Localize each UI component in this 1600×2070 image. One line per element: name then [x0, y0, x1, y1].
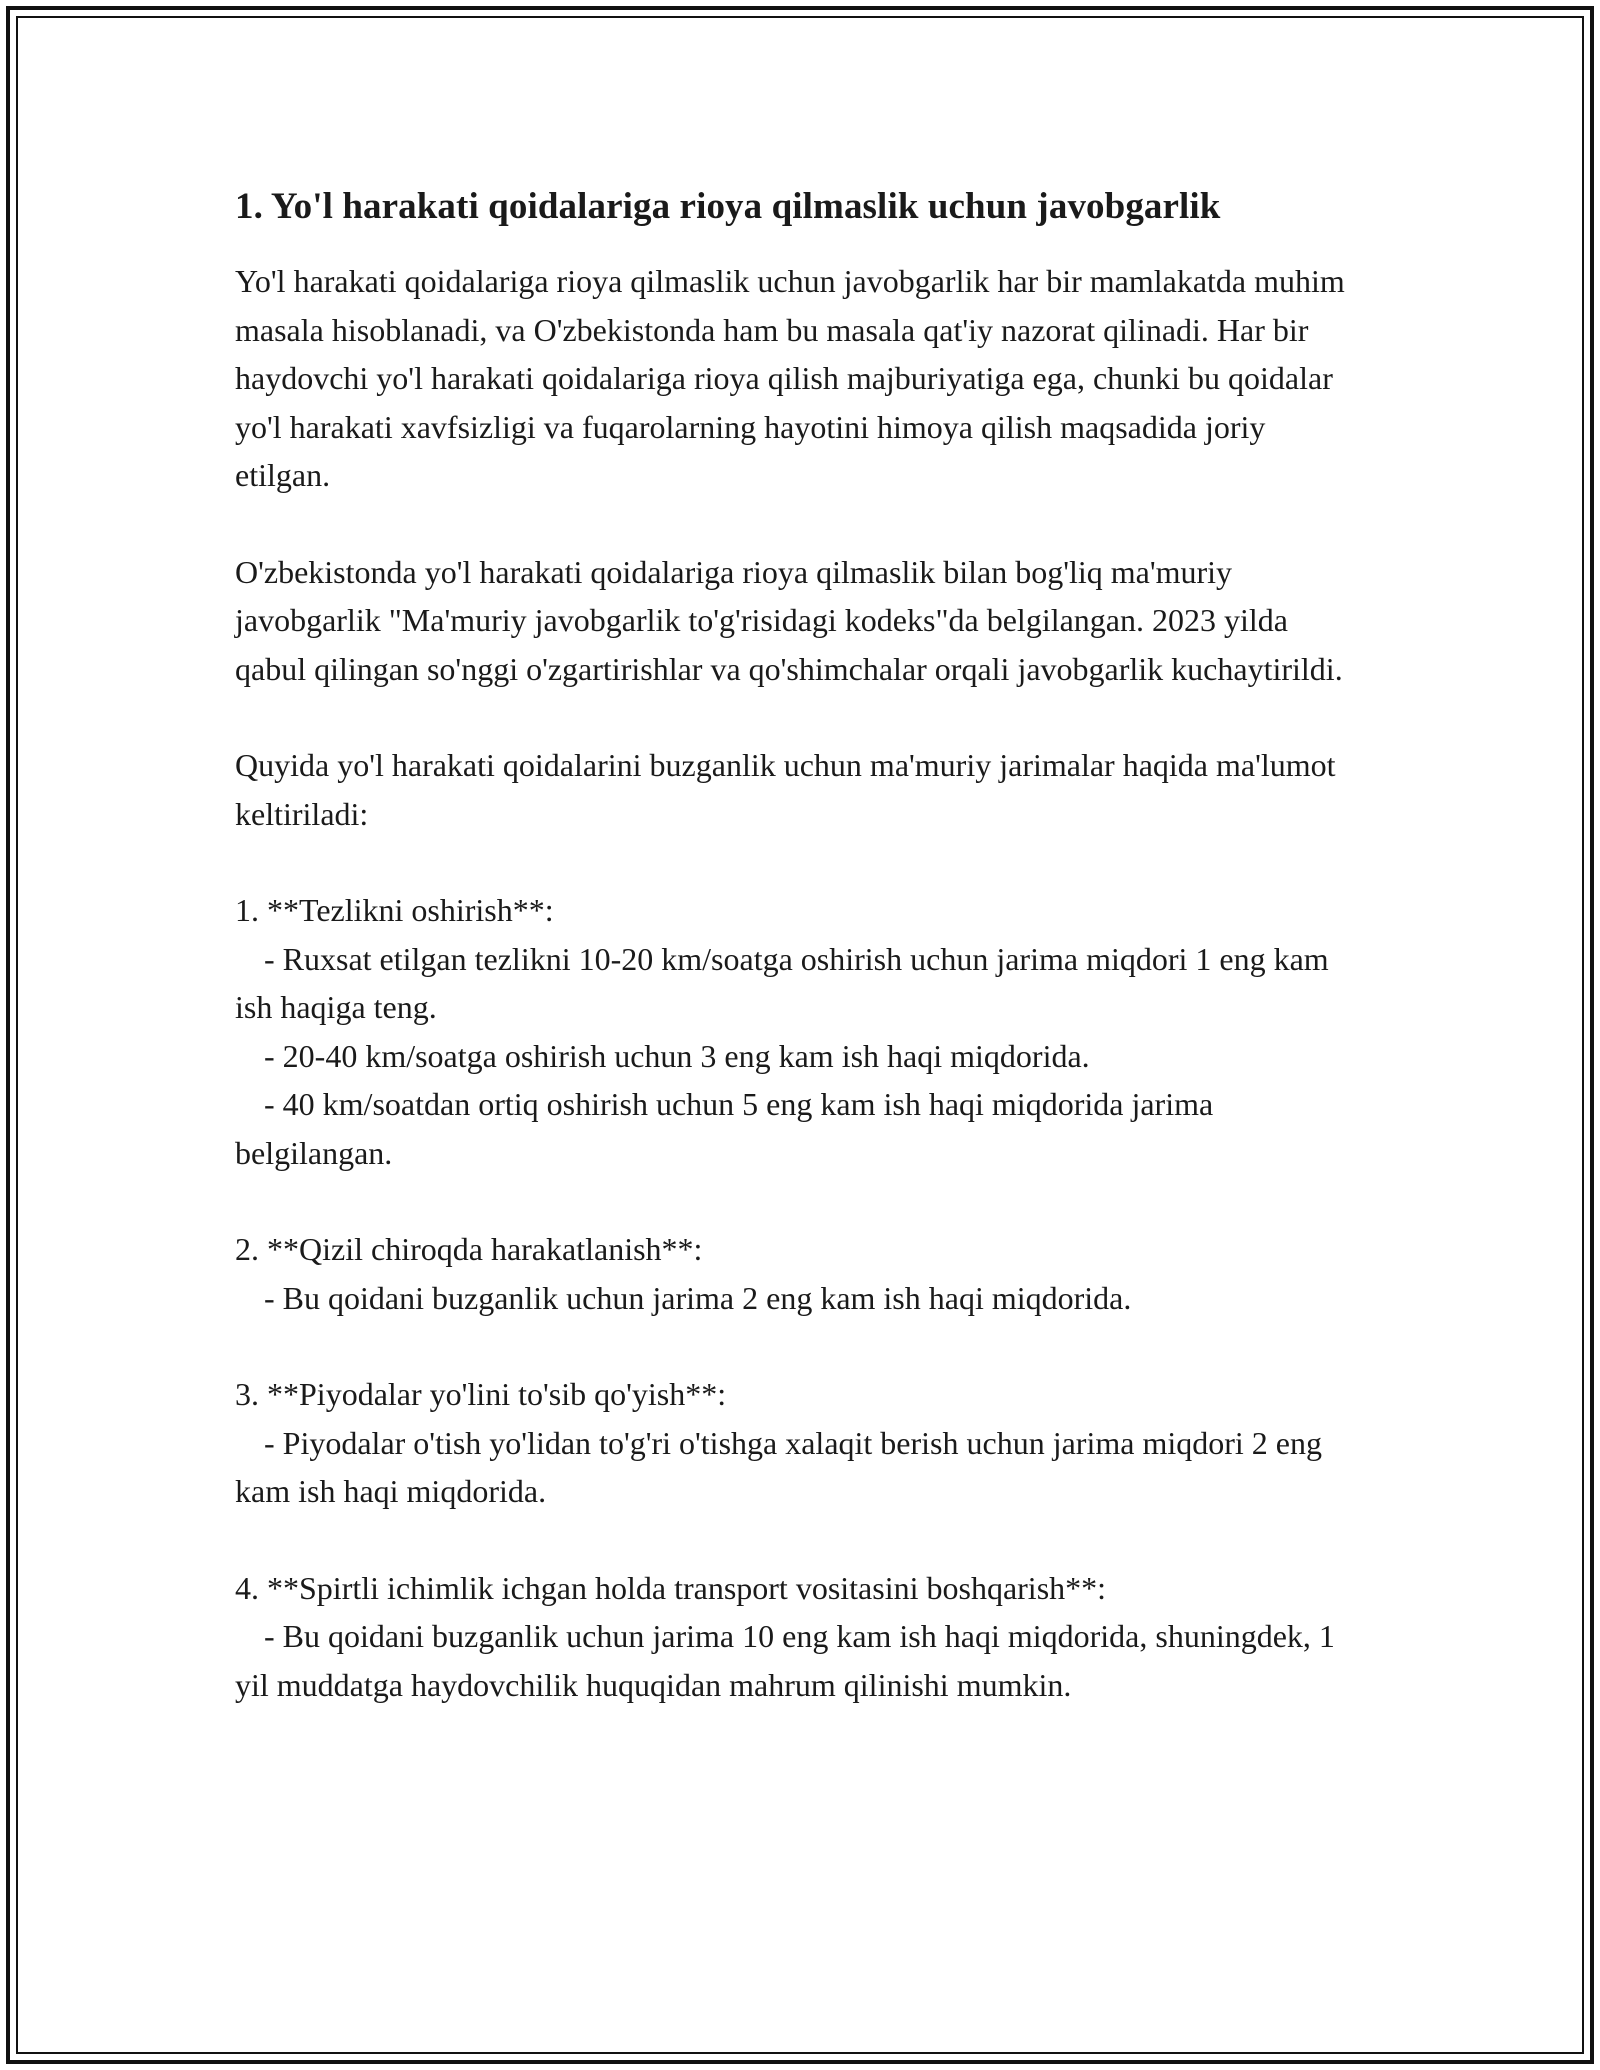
- list-item-detail: - 20-40 km/soatga oshirish uchun 3 eng kam ish haqi miqdorida.: [264, 1037, 1090, 1074]
- list-item-heading: 1. **Tezlikni oshirish**:: [235, 892, 554, 928]
- section-title: 1. Yo'l harakati qoidalariga rioya qilmaslik uchun javobgarlik: [235, 186, 1221, 227]
- list-item-heading: 2. **Qizil chiroqda harakatlanish**:: [235, 1231, 703, 1267]
- list-item-detail: - 40 km/soatdan ortiq oshirish uchun 5 eng kam ish haqi miqdorida jarima belgilangan.: [235, 1086, 1214, 1171]
- list-item-detail: - Ruxsat etilgan tezlikni 10-20 km/soatga oshirish uchun jarima miqdori 1 eng kam ish haqiga teng.: [235, 940, 1329, 1025]
- list-item-detail: - Piyodalar o'tish yo'lidan to'g'ri o'tishga xalaqit berish uchun jarima miqdori 2 eng kam ish haqi miqdorida.: [235, 1424, 1322, 1509]
- list-item-pedestrian: [235, 1370, 1365, 1516]
- list-item-drunk-driving: [235, 1564, 1365, 1710]
- intro-paragraph: Yo'l harakati qoidalariga rioya qilmaslik uchun javobgarlik har bir mamlakatda muhim masala hisoblanadi, va O'zbekistonda ham bu masala qat'iy nazorat qilinadi. Har bir haydovchi yo'l harakati qoidalariga rioya qilish majburiyatiga ega, chunki bu qoidalar yo'l harakati xavfsizligi va fuqarolarning hayotini himoya qilish maqsadida joriy etilgan.: [235, 263, 1345, 493]
- list-item-speeding: [235, 886, 1365, 1177]
- list-item-heading: 3. **Piyodalar yo'lini to'sib qo'yish**:: [235, 1376, 727, 1412]
- list-item-heading: 4. **Spirtli ichimlik ichgan holda transport vositasini boshqarish**:: [235, 1569, 1107, 1606]
- list-item-detail: - Bu qoidani buzganlik uchun jarima 10 eng kam ish haqi miqdorida, shuningdek, 1 yil muddatga haydovchilik huquqidan mahrum qilinishi mumkin.: [235, 1618, 1335, 1703]
- list-item-red-light: [235, 1225, 1365, 1322]
- legal-basis-paragraph: O'zbekistonda yo'l harakati qoidalariga rioya qilmaslik bilan bog'liq ma'muriy javobgarlik "Ma'muriy javobgarlik to'g'risidagi kodeks"da belgilangan. 2023 yilda qabul qilingan so'nggi o'zgartirishlar va qo'shimchalar orqali javobgarlik kuchaytirildi.: [235, 553, 1343, 687]
- fines-intro-paragraph: Quyida yo'l harakati qoidalarini buzganlik uchun ma'muriy jarimalar haqida ma'lumot keltiriladi:: [235, 747, 1336, 832]
- list-item-detail: - Bu qoidani buzganlik uchun jarima 2 eng kam ish haqi miqdorida.: [264, 1279, 1132, 1316]
- document-body: [235, 183, 1365, 1757]
